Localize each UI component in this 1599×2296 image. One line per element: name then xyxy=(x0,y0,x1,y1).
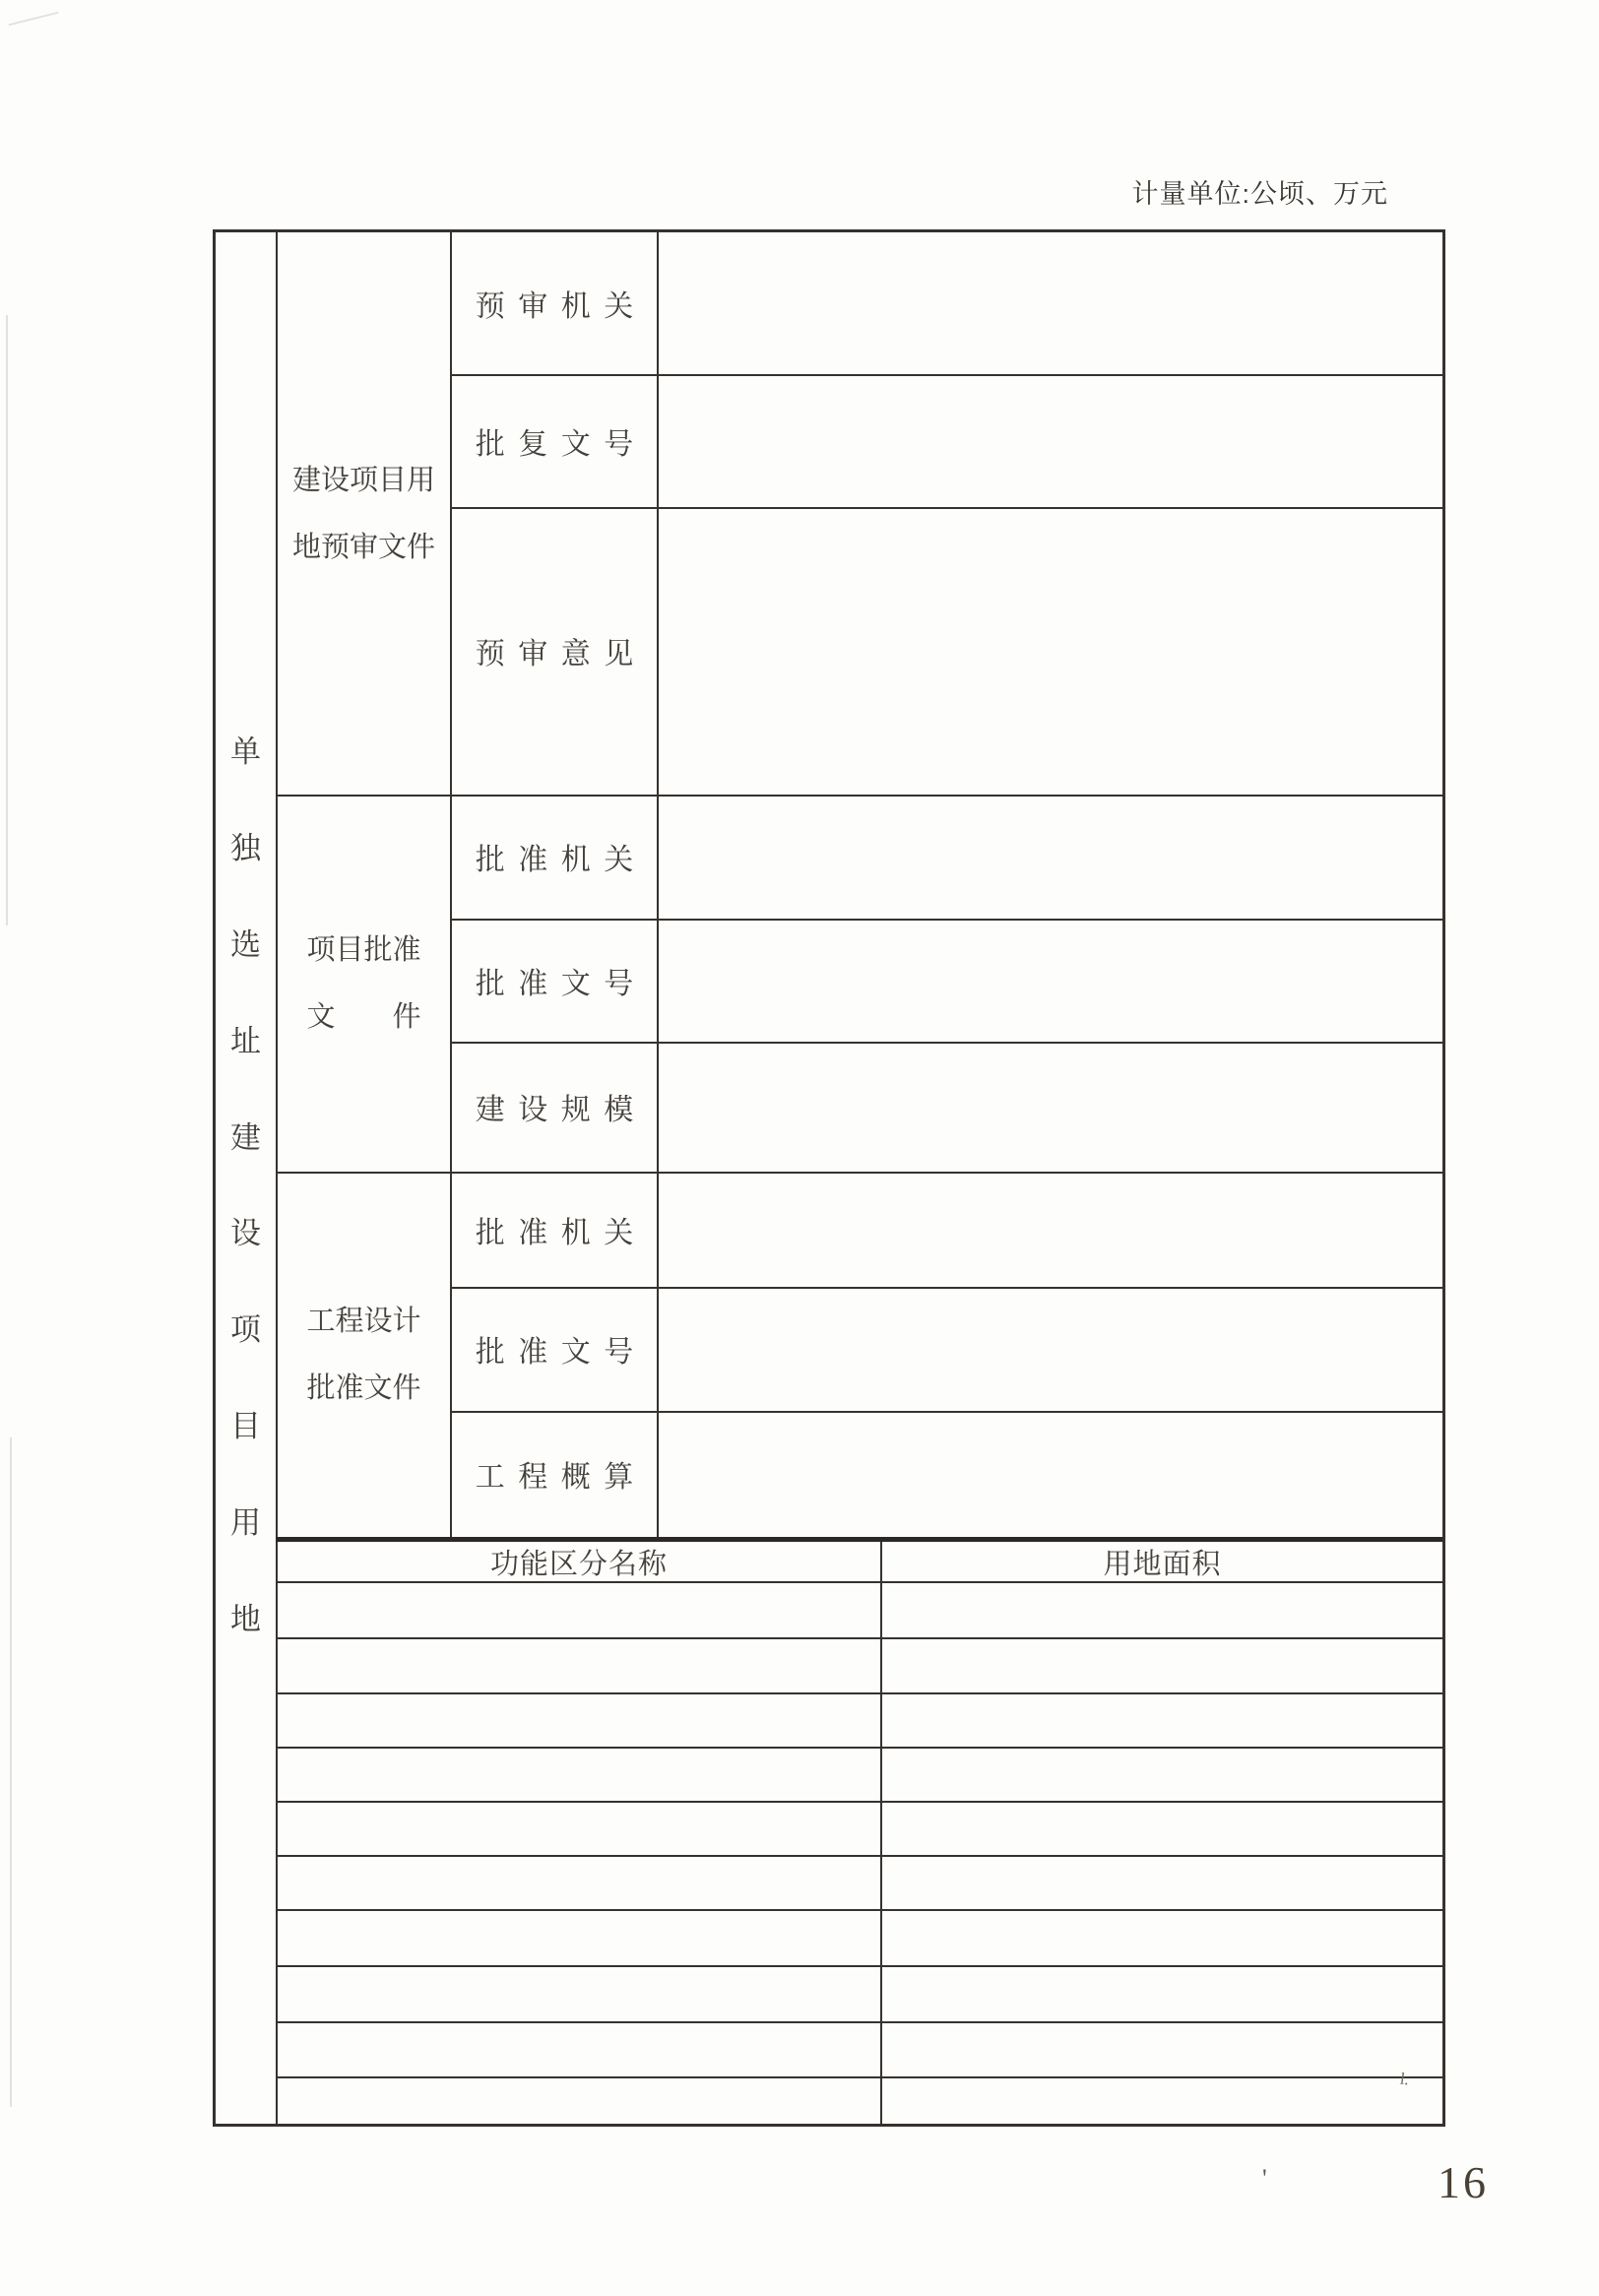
vertical-title-char: 建 xyxy=(230,1119,261,1155)
land-area-cell xyxy=(880,1967,1442,2019)
land-area-cell xyxy=(880,1694,1442,1745)
bottom-table-header-function-zone-name: 功能区分名称 xyxy=(489,1548,668,1580)
table-row xyxy=(278,1749,1442,1799)
table-row xyxy=(278,1803,1442,1853)
value-cell-construction-scale xyxy=(659,1042,1442,1172)
value-cell-pre-review-opinion xyxy=(659,507,1442,795)
function-zone-name-cell xyxy=(278,1749,880,1799)
vertical-title-char: 项 xyxy=(230,1312,261,1348)
table-row xyxy=(278,1694,1442,1745)
table-row xyxy=(278,1583,1442,1635)
value-cell-design-approval-doc-number xyxy=(659,1287,1442,1411)
measurement-unit-note: 计量单位:公顷、万元 xyxy=(1131,179,1388,209)
value-cell-approval-doc-number xyxy=(659,919,1442,1042)
value-cell-approval-agency xyxy=(659,795,1442,919)
function-zone-name-cell xyxy=(278,1967,880,2019)
scan-edge-artifact xyxy=(9,12,59,27)
field-label-reply-doc-number: 批复文号 xyxy=(475,427,647,461)
table-row xyxy=(278,1639,1442,1690)
function-zone-name-cell xyxy=(278,1803,880,1853)
stray-ink-mark: l. xyxy=(1398,2069,1411,2089)
group-label-line: 建设项目用 xyxy=(291,464,435,496)
land-area-cell xyxy=(880,2078,1442,2124)
bottom-table-header-land-area: 用地面积 xyxy=(1103,1548,1222,1580)
scan-edge-artifact xyxy=(6,315,8,925)
group-label-line: 批准文件 xyxy=(306,1371,421,1404)
function-zone-name-cell xyxy=(278,1911,880,1963)
function-zone-name-cell xyxy=(278,1583,880,1635)
field-label-project-budget: 工程概算 xyxy=(475,1461,647,1494)
group-label-engineering-design-approval-documents xyxy=(278,1172,450,1537)
group-label-pre-review-documents xyxy=(278,232,450,795)
function-zone-name-cell xyxy=(278,2023,880,2074)
land-area-cell xyxy=(880,1911,1442,1963)
table-row xyxy=(278,2078,1442,2124)
field-label-pre-review-opinion: 预审意见 xyxy=(475,638,647,670)
function-zone-name-cell xyxy=(278,1639,880,1690)
stray-ink-mark: ' xyxy=(1262,2164,1267,2193)
field-label-design-approval-doc-number: 批准文号 xyxy=(475,1336,647,1369)
table-row xyxy=(278,1967,1442,2019)
value-cell-design-approval-agency xyxy=(659,1172,1442,1287)
table-row xyxy=(278,1857,1442,1907)
function-zone-name-cell xyxy=(278,1694,880,1745)
scan-edge-artifact xyxy=(10,1437,12,2107)
field-label-approval-agency: 批准机关 xyxy=(475,844,647,876)
table-row xyxy=(278,2023,1442,2074)
vertical-title-char: 用 xyxy=(230,1505,261,1540)
vertical-title-char: 独 xyxy=(230,830,261,865)
vertical-title-char: 设 xyxy=(230,1216,261,1251)
land-area-cell xyxy=(880,1583,1442,1635)
value-cell-pre-review-agency xyxy=(659,232,1442,374)
field-label-pre-review-agency: 预审机关 xyxy=(475,290,647,323)
page-number: 16 xyxy=(1438,2157,1489,2207)
group-label-line: 地预审文件 xyxy=(291,531,435,563)
vertical-title-char: 单 xyxy=(230,734,261,769)
vertical-section-title xyxy=(216,727,276,1638)
vertical-title-char: 选 xyxy=(230,926,261,962)
vertical-title-char: 地 xyxy=(230,1601,261,1636)
land-use-form-table xyxy=(213,229,1445,2127)
table-row xyxy=(278,1911,1442,1963)
land-area-cell xyxy=(880,1639,1442,1690)
vertical-title-char: 址 xyxy=(230,1023,261,1058)
land-area-cell xyxy=(880,1803,1442,1853)
field-label-design-approval-agency: 批准机关 xyxy=(475,1216,647,1249)
group-label-line: 文 件 xyxy=(306,1000,421,1033)
land-area-cell xyxy=(880,1857,1442,1907)
field-label-approval-doc-number: 批准文号 xyxy=(475,967,647,1000)
land-area-cell xyxy=(880,2023,1442,2074)
value-cell-reply-doc-number xyxy=(659,374,1442,507)
function-zone-name-cell xyxy=(278,2078,880,2124)
group-label-line: 工程设计 xyxy=(306,1305,421,1337)
value-cell-project-budget xyxy=(659,1411,1442,1537)
group-label-project-approval-documents xyxy=(278,795,450,1172)
vertical-title-char: 目 xyxy=(230,1409,261,1444)
land-area-cell xyxy=(880,1749,1442,1799)
function-zone-name-cell xyxy=(278,1857,880,1907)
group-label-line: 项目批准 xyxy=(306,933,421,966)
field-label-construction-scale: 建设规模 xyxy=(475,1094,647,1126)
